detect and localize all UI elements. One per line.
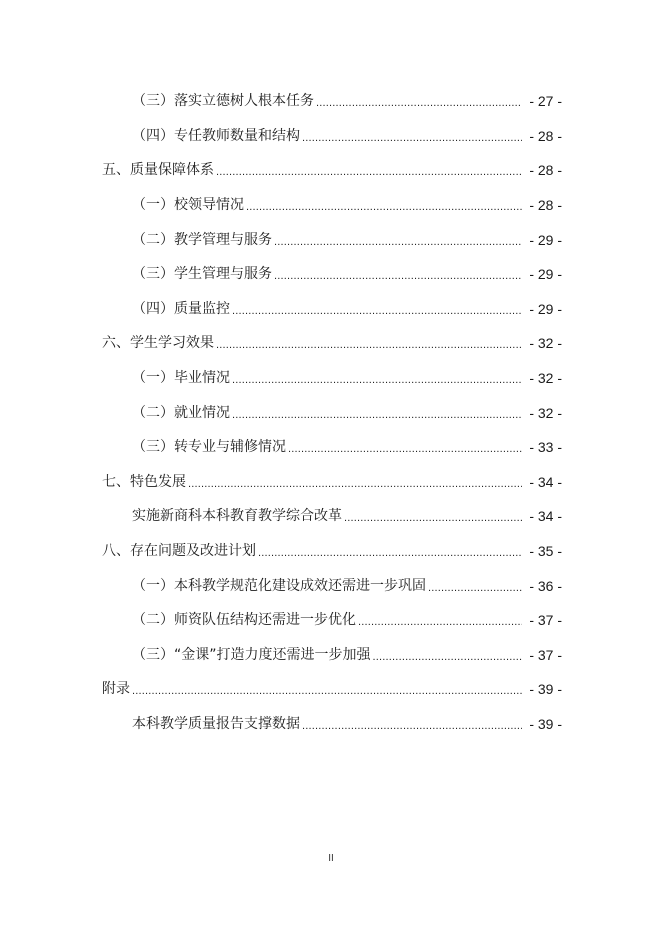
toc-entry-page: - 29 - [529, 231, 562, 248]
toc-entry-label: （一）校领导情况 [132, 197, 244, 214]
toc-entry-page: - 33 - [529, 439, 562, 456]
toc-dot-leader [232, 404, 522, 422]
toc-entry-label: 实施新商科本科教育教学综合改革 [132, 508, 342, 525]
toc-entry-label: （一）毕业情况 [132, 370, 230, 387]
toc-entry-page: - 28 - [529, 162, 562, 179]
toc-entry[interactable] [0, 534, 662, 569]
toc-entry-label: （三）落实立德树人根本任务 [132, 93, 314, 110]
toc-entry-page: - 29 - [529, 266, 562, 283]
toc-dot-leader [258, 542, 522, 560]
toc-entry-label: （四）质量监控 [132, 300, 230, 317]
toc-entry[interactable] [0, 395, 662, 430]
toc-entry[interactable] [0, 188, 662, 223]
toc-dot-leader [188, 473, 522, 491]
toc-entry-page: - 34 - [529, 473, 562, 490]
toc-entry[interactable] [0, 707, 662, 742]
toc-entry-label: （三）“金课”打造力度还需进一步加强 [132, 646, 371, 663]
toc-entry-label: （二）就业情况 [132, 404, 230, 421]
toc-entry-page: - 32 - [529, 404, 562, 421]
toc-entry[interactable] [0, 292, 662, 327]
toc-entry-page: - 37 - [529, 612, 562, 629]
toc-entry[interactable] [0, 465, 662, 500]
toc-dot-leader [344, 507, 522, 525]
toc-entry-label: （二）教学管理与服务 [132, 231, 272, 248]
toc-entry-label: 五、质量保障体系 [102, 162, 214, 179]
toc-entry[interactable] [0, 84, 662, 119]
toc-entry-label: （一）本科教学规范化建设成效还需进一步巩固 [132, 577, 426, 594]
toc-entry-page: - 39 - [529, 715, 562, 732]
toc-entry-page: - 36 - [529, 577, 562, 594]
toc-entry-label: 六、学生学习效果 [102, 335, 214, 352]
toc-entry-label: （三）转专业与辅修情况 [132, 439, 286, 456]
toc-entry[interactable] [0, 638, 662, 673]
toc-entry[interactable] [0, 119, 662, 154]
toc-entry-label: 本科教学质量报告支撑数据 [132, 715, 300, 732]
toc-entry[interactable] [0, 603, 662, 638]
toc-dot-leader [274, 265, 522, 283]
toc-dot-leader [373, 646, 522, 664]
toc-dot-leader [132, 680, 522, 698]
toc-entry[interactable] [0, 222, 662, 257]
toc-dot-leader [302, 715, 522, 733]
toc-entry-label: 七、特色发展 [102, 473, 186, 490]
toc-entry-label: （四）专任教师数量和结构 [132, 127, 300, 144]
toc-entry-label: 附录 [102, 681, 130, 698]
page-number: II [328, 853, 334, 864]
toc-entry-page: - 39 - [529, 681, 562, 698]
toc-dot-leader [428, 577, 522, 595]
toc-entry-page: - 29 - [529, 300, 562, 317]
toc-entry[interactable] [0, 326, 662, 361]
toc-entry-page: - 28 - [529, 197, 562, 214]
toc-dot-leader [246, 196, 522, 214]
toc-entry-page: - 37 - [529, 646, 562, 663]
toc-entry[interactable] [0, 430, 662, 465]
toc-entry-page: - 34 - [529, 508, 562, 525]
toc-dot-leader [316, 92, 522, 110]
toc-entry-label: （二）师资队伍结构还需进一步优化 [132, 612, 356, 629]
toc-entry-label: （三）学生管理与服务 [132, 266, 272, 283]
toc-entry-page: - 27 - [529, 93, 562, 110]
toc-dot-leader [216, 334, 522, 352]
toc-entry-page: - 28 - [529, 127, 562, 144]
toc-dot-leader [302, 127, 522, 145]
toc-entry[interactable] [0, 361, 662, 396]
toc-entry-label: 八、存在问题及改进计划 [102, 543, 256, 560]
table-of-contents [0, 84, 662, 741]
toc-entry[interactable] [0, 153, 662, 188]
toc-entry-page: - 32 - [529, 370, 562, 387]
toc-entry-page: - 32 - [529, 335, 562, 352]
toc-dot-leader [274, 231, 522, 249]
toc-entry[interactable] [0, 499, 662, 534]
toc-dot-leader [232, 300, 522, 318]
toc-dot-leader [216, 161, 522, 179]
toc-entry-page: - 35 - [529, 543, 562, 560]
toc-entry[interactable] [0, 672, 662, 707]
toc-entry[interactable] [0, 257, 662, 292]
toc-dot-leader [358, 611, 522, 629]
toc-dot-leader [288, 438, 522, 456]
toc-dot-leader [232, 369, 522, 387]
toc-entry[interactable] [0, 568, 662, 603]
